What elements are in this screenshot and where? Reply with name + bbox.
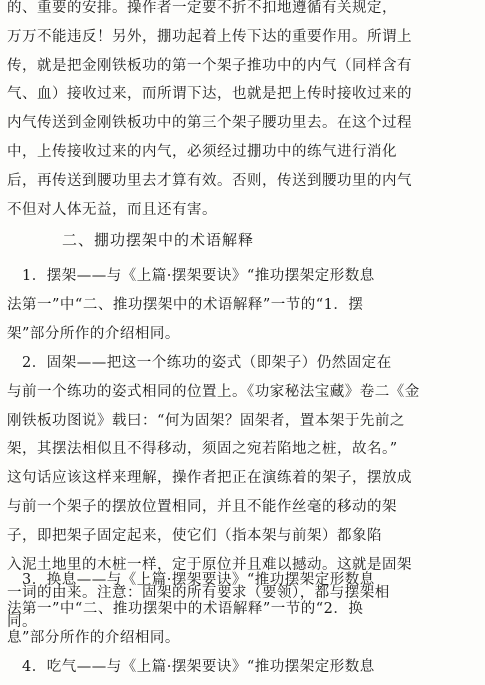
text-line: 架，其摆法相似且不得移动，须固之宛若陷地之桩，故名。” — [7, 441, 398, 458]
text-line: 3．换息——与《上篇·摆架要诀》“推功摆架定形数息 — [7, 572, 375, 588]
text-line: 2．固架——把这一个练功的姿式（即架子）仍然固定在 — [7, 355, 392, 371]
text-line: 入泥土地里的木桩一样，定于原位并且难以撼动。这就是固架 — [7, 556, 412, 573]
text-line: 1．摆架——与《上篇·摆架要诀》“推功摆架定形数息 — [7, 268, 375, 284]
section-heading: 二、掤功摆架中的术语解释 — [62, 231, 255, 249]
term-item-3 — [7, 566, 479, 652]
text-line: 与前一个架子的摆放位置相同，并且不能作丝毫的移动的架 — [7, 498, 397, 515]
text-line: 中，上传接收过来的内气，必须经过掤功中的练气进行消化 — [7, 143, 397, 160]
text-line: 后，再传送到腰功里去才算有效。否则，传送到腰功里的内气 — [7, 172, 412, 189]
text-line: 同。 — [7, 614, 37, 631]
text-line: 与前一个练功的姿式相同的位置上。《功家秘法宝藏》卷二《金 — [7, 383, 420, 400]
intro-paragraph — [7, 0, 479, 224]
text-line: 刚铁板功图说》载曰：“何为固架？固架者，置本架于先前之 — [7, 412, 405, 429]
text-line: 架”部分所作的介绍相同。 — [7, 325, 180, 342]
term-item-4 — [7, 653, 479, 682]
text-line: 子，即把架子固定起来，使它们（指本架与前架）都象陷 — [7, 527, 382, 544]
text-line: 的、重要的安排。操作者一定要不折不扣地遵循有关规定， — [7, 0, 397, 16]
text-line: 这句话应该这样来理解，操作者把正在演练着的架子，摆放成 — [7, 470, 412, 487]
text-line: 法第一”中“二、推功摆架中的术语解释”一节的“2．换 — [7, 600, 364, 617]
term-item-1 — [7, 262, 479, 348]
text-line: 传，就是把金刚铁板功的第一个架子推功中的内气（同样含有 — [7, 57, 412, 74]
text-line: 万万不能违反！另外，掤功起着上传下达的重要作用。所谓上 — [7, 28, 412, 45]
text-line: 内气传送到金刚铁板功中的第三个架子腰功里去。在这个过程 — [7, 115, 412, 132]
text-line: 4．吃气——与《上篇·摆架要诀》“推功摆架定形数息 — [7, 659, 375, 675]
text-line: 气、血）接收过来，而所谓下达，也就是把上传时接收过来的 — [7, 86, 412, 103]
text-line: 息”部分所作的介绍相同。 — [7, 629, 180, 646]
text-line: 一词的由来。注意：固架的所有要求（要领），都与摆架相 — [7, 585, 390, 602]
text-line: 法第一”中“二、推功摆架中的术语解释”一节的“1．摆 — [7, 296, 364, 313]
text-line: 不但对人体无益，而且还有害。 — [7, 201, 217, 218]
